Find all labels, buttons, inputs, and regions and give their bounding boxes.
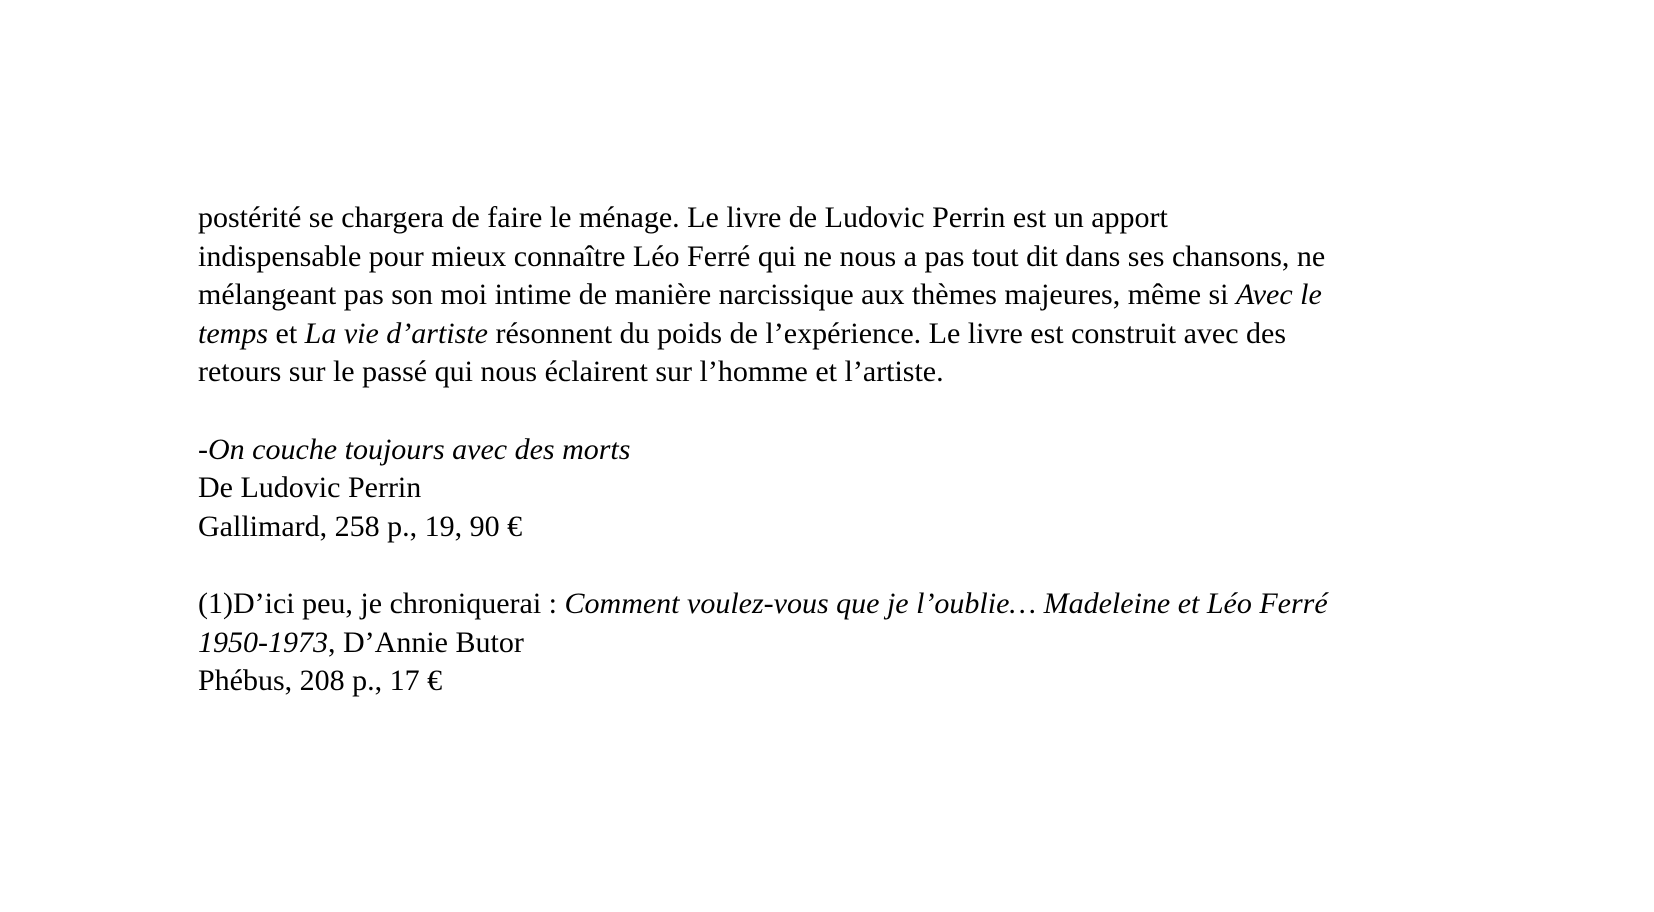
song-title-avec-le-temps-end: temps xyxy=(198,316,268,350)
footnote-line-1 xyxy=(198,585,1488,624)
paragraph-line-4-conjunction: et xyxy=(268,316,305,350)
footnote-prefix: (1)D’ici peu, je chroniquerai : xyxy=(198,586,565,620)
paragraph-line-4-text: résonnent du poids de l’expérience. Le livre est construit avec des xyxy=(487,316,1287,350)
book-author xyxy=(198,469,1488,508)
book-author-text: De Ludovic Perrin xyxy=(198,471,422,505)
book-publisher xyxy=(198,508,1488,547)
book-title-line xyxy=(198,431,1488,470)
paragraph-line-5 xyxy=(198,353,1488,392)
paragraph-line-2-text: indispensable pour mieux connaître Léo Ferré qui ne nous a pas tout dit dans ses chansons, ne xyxy=(198,239,1326,273)
paragraph-line-2 xyxy=(198,238,1488,277)
footnote-publisher-text: Phébus, 208 p., 17 € xyxy=(198,664,443,698)
document-text xyxy=(198,199,1488,701)
footnote-book-title: Comment voulez-vous que je l’oublie… Madeleine et Léo Ferré xyxy=(564,586,1328,620)
paragraph-line-3 xyxy=(198,276,1488,315)
paragraph-line-4 xyxy=(198,315,1488,354)
footnote-author: , D’Annie Butor xyxy=(328,625,524,659)
song-title-la-vie-d-artiste: La vie d’artiste xyxy=(304,316,488,350)
paragraph-line-1-text: postérité se chargera de faire le ménage. Le livre de Ludovic Perrin est un apport xyxy=(198,201,1168,234)
song-title-avec-le-temps-start: Avec le xyxy=(1236,278,1322,312)
footnote-publisher xyxy=(198,662,1488,701)
paragraph-line-1 xyxy=(198,199,1488,238)
paragraph-line-5-text: retours sur le passé qui nous éclairent sur l’homme et l’artiste. xyxy=(198,355,944,389)
book-publisher-text: Gallimard, 258 p., 19, 90 € xyxy=(198,509,523,543)
footnote-book-years: 1950-1973 xyxy=(198,625,328,659)
footnote-line-2 xyxy=(198,624,1488,663)
book-title: On couche toujours avec des morts xyxy=(208,432,631,466)
paragraph-line-3-text: mélangeant pas son moi intime de manière narcissique aux thèmes majeures, même si xyxy=(198,278,1237,312)
blank-line xyxy=(198,392,1488,431)
blank-line xyxy=(198,546,1488,585)
book-title-dash: - xyxy=(198,432,208,466)
